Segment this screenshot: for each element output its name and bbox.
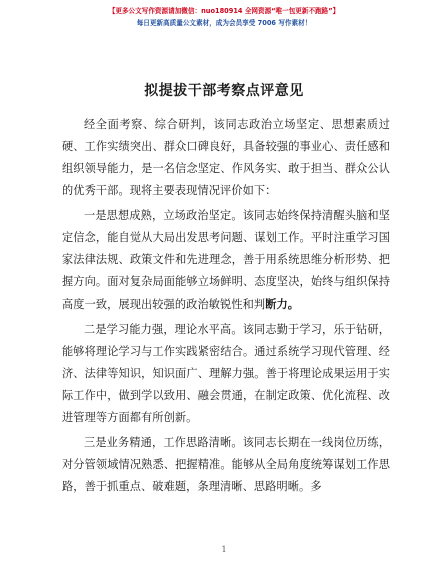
page-number: 1 — [221, 545, 227, 554]
paragraph-point-two-text: 二是学习能力强，理论水平高。该同志勤于学习，乐于钻研，能够将理论学习与工作实践紧密结合。通过系统学习现代管理、经济、法律等知识，知识面广、理解力强。善于将理论成果运用于实际工作中，做到学以致用、融会贯通，在制定政策、优化流程、改进管理等方面都有所创新。 — [62, 323, 390, 424]
paragraph-point-three-text: 三是业务精通，工作思路清晰。该同志长期在一线岗位历练，对分管领域情况熟悉、把握精准。能够从全局角度统筹谋划工作思路，善于抓重点、破难题，条理清晰、思路明晰。多 — [62, 436, 390, 493]
paragraph-point-one-tail: 断力。 — [265, 297, 300, 311]
paragraph-point-three — [62, 432, 390, 498]
document-title: 拟提拔干部考察点评意见 — [144, 83, 304, 99]
document-body — [62, 114, 390, 501]
paragraph-point-one-text: 一是思想成熟，立场政治坚定。该同志始终保持清醒头脑和坚定信念，能自觉从大局出发思考问题、谋划工作。平时注重学习国家法律法规、政策文件和先进理念，善于用系统思维分析形势、把握方向。面对复杂局面能够立场鲜明、态度坚决，始终与组织保持高度一致，展现出较强的政治敏锐性和判 — [62, 209, 390, 311]
paragraph-point-one — [62, 205, 390, 316]
paragraph-intro-text: 经全面考察、综合研判，该同志政治立场坚定、思想素质过硬、工作实绩突出、群众口碑良好，具备较强的事业心、责任感和组织领导能力，是一名信念坚定、作风务实、敢于担当、群众公认的优秀干部。现将主要表现情况评价如下： — [62, 118, 390, 197]
promo-banner — [0, 6, 448, 28]
promo-banner-line1: 【更多公文写作资源请加微信：nuo180914 全网资源“唯一包更新不跑路”】 — [108, 7, 340, 15]
paragraph-intro — [62, 114, 390, 202]
promo-banner-line2: 每日更新高质量公文素材，成为会员享受 7006 写作素材！ — [136, 19, 312, 27]
paragraph-point-two — [62, 319, 390, 429]
